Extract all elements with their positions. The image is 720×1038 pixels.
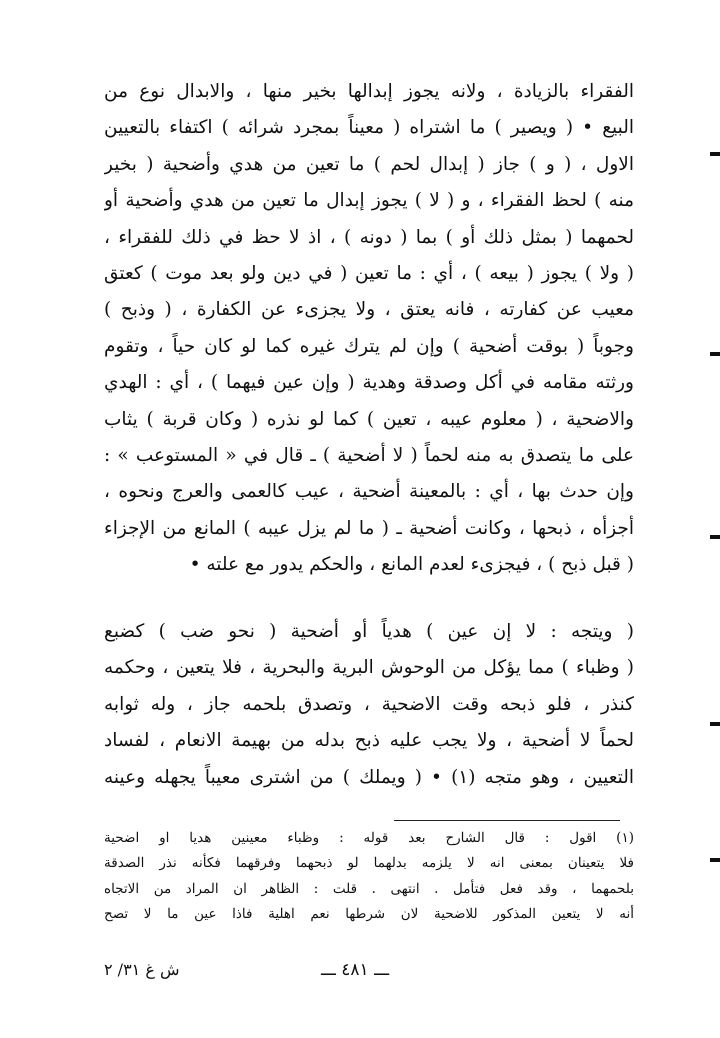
footnote-line: أنه لا يتعين المذكور للاضحية لان شرطها نعم اهلية فاذا عين ما لا تصح: [104, 906, 634, 923]
text-line: وجوباً ( بوقت أضحية ) وإن لم يترك غيره كما لو كان حياً ، وتقوم: [104, 335, 634, 357]
text-line: كنذر ، فلو ذبحه وقت الاضحية ، وتصدق بلحمه جاز ، وله ثوابه: [104, 693, 634, 715]
margin-mark: [710, 722, 720, 726]
text-line: منه ) لحظ الفقراء ، و ( لا ) يجوز إبدال ما تعين من هدي وأضحية أو: [104, 190, 634, 212]
text-line: على ما يتصدق به منه لحماً ( لا أضحية ) ـ قال في « المستوعب » :: [104, 444, 634, 466]
margin-mark: [710, 152, 720, 156]
text-line: الفقراء بالزيادة ، ولانه يجوز إبدالها بخير منها ، والابدال نوع من: [104, 81, 634, 102]
footnote: [104, 826, 634, 928]
page-number: ـــ ٤٨١ ـــ: [320, 960, 390, 980]
text-line: أجزأه ، ذبحها ، وكانت أضحية ـ ( ما لم يزل عيبه ) المانع من الإجزاء: [104, 517, 634, 539]
text-line: ( ولا ) يجوز ( بيعه ) ، أي : ما تعين ( في دين ولو بعد موت ) كعتق: [104, 262, 634, 284]
second-paragraph: [104, 614, 634, 796]
footnote-divider: [394, 820, 620, 821]
text-line: ورثته مقامه في أكل وصدقة وهدية ( وإن عين فيهما ) ، أي : الهدي: [104, 372, 634, 394]
text-line: ( وظباء ) مما يؤكل من الوحوش البرية والبحرية ، فلا يتعين ، وحكمه: [104, 657, 634, 679]
text-line: لحماً لا أضحية ، ولا يجب عليه ذبح بدله من بهيمة الانعام ، لفساد: [104, 730, 634, 752]
footnote-line: (١) اقول : قال الشارح بعد قوله : وظباء معينين هديا او اضحية: [104, 830, 634, 846]
footnote-line: فلا يتعينان بمعنى انه لا يلزمه بدلهما لو ذبحهما وفرقهما فكأنه نذر الصدقة: [104, 855, 634, 872]
margin-mark: [710, 535, 720, 539]
text-line: ( قبل ذبح ) ، فيجزىء لعدم المانع ، والحكم يدور مع علته •: [189, 554, 634, 576]
text-line: ( ويتجه : لا إن عين ) هدياً أو أضحية ( نحو ضب ) كضبع: [104, 621, 634, 642]
text-line: معيب عن كفارته ، فانه يعتق ، ولا يجزىء عن الكفارة ، ( وذبح ): [104, 299, 634, 321]
margin-mark: [710, 858, 720, 862]
printer-signature: ش غ ٣١/ ٢: [104, 960, 180, 979]
text-line: الاول ، ( و ) جاز ( إبدال لحم ) ما تعين من هدي وأضحية ( بخير: [104, 153, 634, 175]
text-line: وإن حدث بها ، أي : بالمعينة أضحية ، عيب كالعمى والعرج ونحوه ،: [104, 481, 634, 503]
text-line: والاضحية ، ( معلوم عيبه ، تعين ) كما لو نذره ( وكان قربة ) يثاب: [104, 408, 634, 430]
margin-mark: [710, 352, 720, 356]
text-line: لحمهما ( بمثل ذلك أو ) بما ( دونه ) ، اذ لا حظ في ذلك للفقراء ،: [104, 226, 634, 248]
main-paragraph: [104, 74, 634, 583]
page-footer: [0, 955, 720, 985]
text-line: التعيين ، وهو متجه (١) • ( ويملك ) من اشترى معيباً يجهله وعينه: [104, 766, 634, 788]
text-line: البيع • ( ويصير ) ما اشتراه ( معيناً بمجرد شرائه ) اكتفاء بالتعيين: [104, 117, 634, 139]
footnote-line: بلحمهما ، وقد فعل فتأمل . انتهى . قلت : الظاهر ان المراد من الاتجاه: [104, 880, 634, 897]
